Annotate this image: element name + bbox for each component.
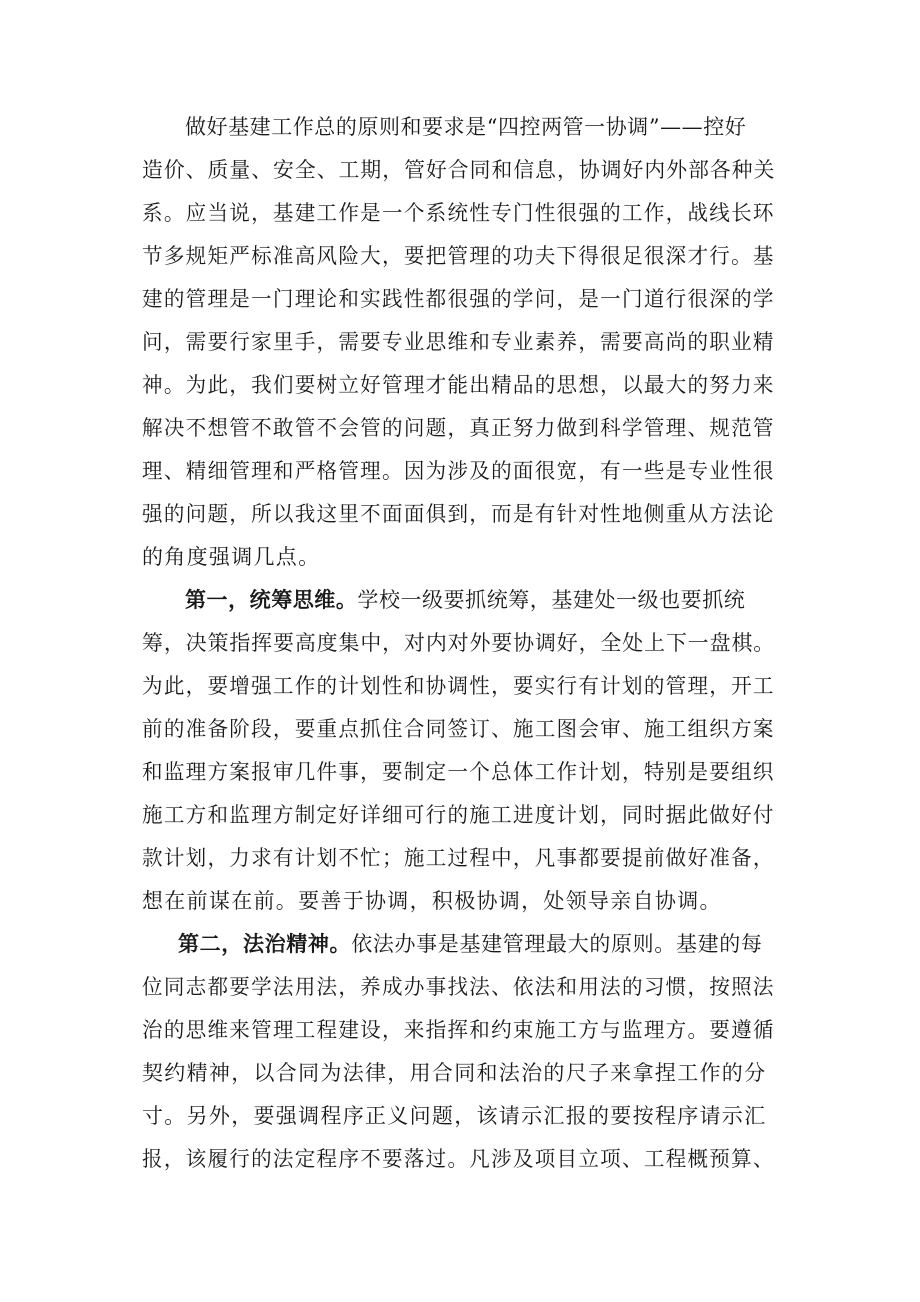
section-1-line-2: 筹，决策指挥要高度集中，对内对外要协调好，全处上下一盘棋。 [142, 631, 776, 655]
paragraph-1-line-5: 建的管理是一门理论和实践性都很强的学问，是一门道行很深的学 [142, 287, 775, 311]
section-2-line-2: 位同志都要学法用法，养成办事找法、依法和用法的习惯，按照法 [142, 975, 775, 999]
section-2-line-6: 报，该履行的法定程序不要落过。凡涉及项目立项、工程概预算、 [142, 1147, 775, 1171]
paragraph-1-line-1: 做好基建工作总的原则和要求是“四控两管一协调”——控好 [185, 115, 747, 139]
paragraph-1-line-4: 节多规矩严标准高风险大，要把管理的功夫下得很足很深才行。基 [142, 244, 775, 268]
paragraph-1-line-3: 系。应当说，基建工作是一个系统性专门性很强的工作，战线长环 [142, 201, 775, 225]
section-1-line-8: 想在前谋在前。要善于协调，积极协调，处领导亲自协调。 [142, 889, 722, 913]
paragraph-1-line-9: 理、精细管理和严格管理。因为涉及的面很宽，有一些是专业性很 [142, 459, 775, 483]
paragraph-1-line-2: 造价、质量、安全、工期，管好合同和信息，协调好内外部各种关 [142, 158, 776, 182]
paragraph-1-line-11: 的角度强调几点。 [142, 545, 321, 569]
paragraph-1-line-8: 解决不想管不敢管不会管的问题，真正努力做到科学管理、规范管 [142, 416, 775, 440]
paragraph-1-line-6: 问，需要行家里手，需要专业思维和专业素养，需要高尚的职业精 [142, 330, 775, 354]
paragraph-1-line-10: 强的问题，所以我这里不面面俱到，而是有针对性地侧重从方法论 [142, 502, 775, 526]
section-2-heading: 第二，法治精神。 [178, 932, 352, 956]
section-1-line-3: 为此，要增强工作的计划性和协调性，要实行有计划的管理，开工 [142, 674, 775, 698]
section-1-line-5: 和监理方案报审几件事，要制定一个总体工作计划，特别是要组织 [142, 760, 775, 784]
section-1-heading: 第一，统筹思维。 [185, 588, 358, 612]
section-2-line-4: 契约精神，以合同为法律，用合同和法治的尺子来拿捏工作的分 [142, 1061, 767, 1085]
paragraph-1-line-7: 神。为此，我们要树立好管理才能出精品的思想，以最大的努力来 [142, 373, 775, 397]
section-1-line-6: 施工方和监理方制定好详细可行的施工进度计划，同时据此做好付 [142, 803, 775, 827]
section-2-line-3: 治的思维来管理工程建设，来指挥和约束施工方与监理方。要遵循 [142, 1018, 775, 1042]
section-1-first-line [185, 585, 745, 615]
section-1-line-7: 款计划，力求有计划不忙；施工过程中，凡事都要提前做好准备， [142, 846, 775, 870]
section-1-line-4: 前的准备阶段，要重点抓住合同签订、施工图会审、施工组织方案 [142, 717, 775, 741]
section-2-line-5: 寸。另外，要强调程序正义问题，该请示汇报的要按程序请示汇 [142, 1104, 767, 1128]
section-1-first-line-rest: 学校一级要抓统筹，基建处一级也要抓统 [357, 588, 746, 612]
section-2-first-line [178, 929, 763, 959]
section-2-first-line-rest: 依法办事是基建管理最大的原则。基建的每 [351, 932, 763, 956]
